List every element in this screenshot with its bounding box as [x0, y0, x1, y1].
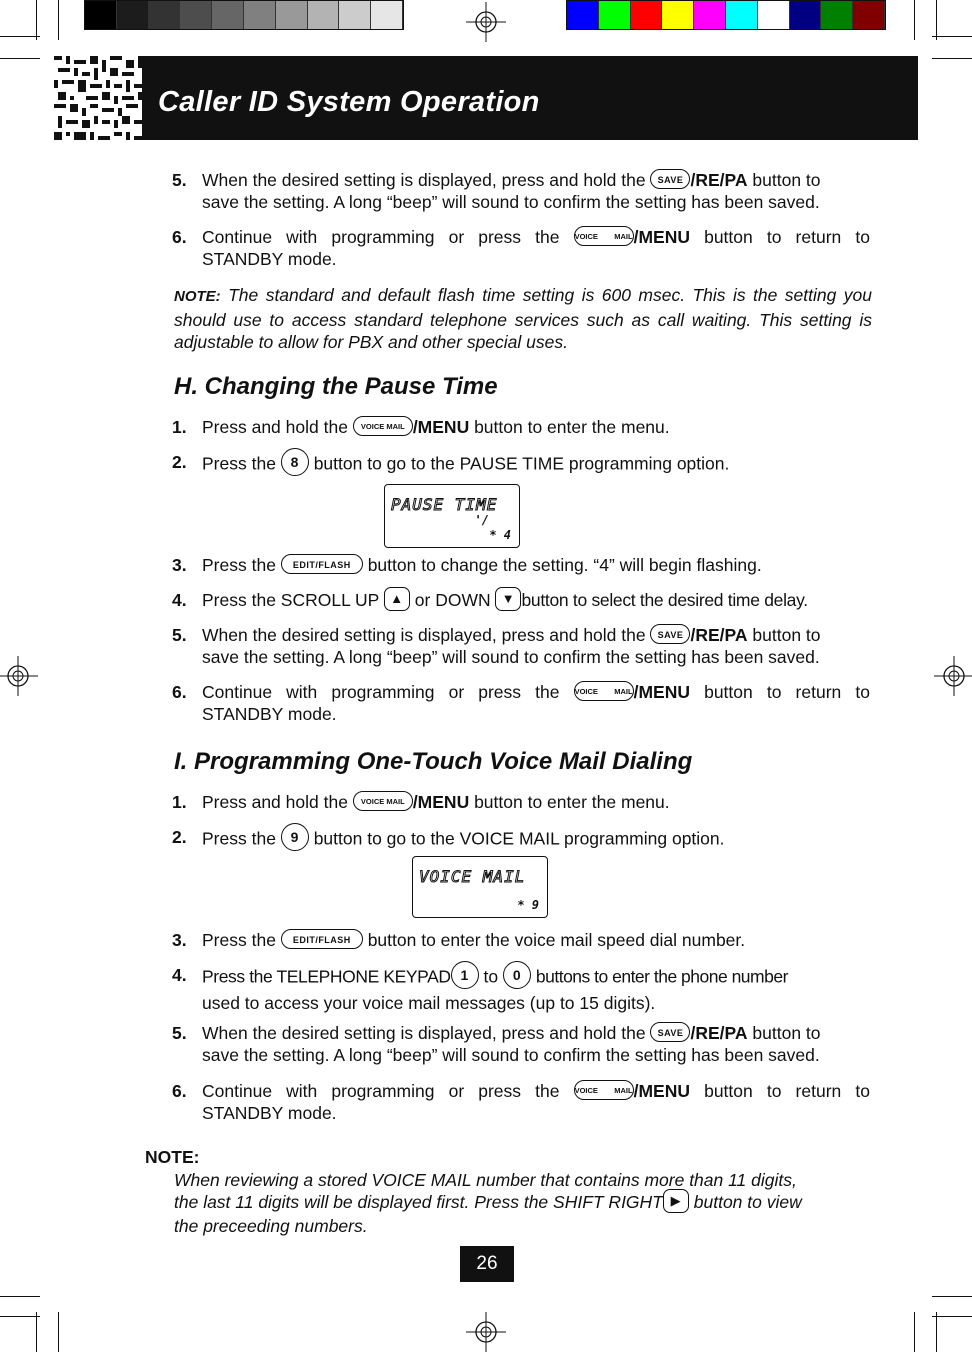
save-button-icon: SAVE [650, 1022, 690, 1042]
crop-mark [58, 0, 59, 40]
i-step-1: 1. Press and hold the VOICE MAIL /MENU button to enter the menu. [172, 792, 670, 812]
scroll-up-icon: ▲ [384, 587, 410, 611]
h-step-2: 2. Press the 8 button to go to the PAUSE TIME programming option. [172, 451, 870, 479]
key-1-icon: 1 [451, 961, 479, 989]
edit-flash-button-icon: EDIT/FLASH [281, 929, 363, 949]
crop-mark [0, 1296, 40, 1297]
crop-mark [36, 1312, 37, 1352]
page-number: 26 [460, 1246, 514, 1282]
i-step-2: 2. Press the 9 button to go to the VOICE MAIL programming option. [172, 826, 870, 854]
voice-mail-button-icon: VOICE MAIL [574, 226, 634, 246]
page-title: Caller ID System Operation [158, 86, 540, 118]
registration-mark-icon [466, 1312, 506, 1352]
crop-mark [914, 1312, 915, 1352]
h-step-4: 4. Press the SCROLL UP ▲ or DOWN ▼ button to select the desired time delay. [172, 589, 870, 613]
save-button-icon: SAVE [650, 624, 690, 644]
i-step-3: 3. Press the EDIT/FLASH button to enter the voice mail speed dial number. [172, 930, 746, 950]
scroll-down-icon: ▼ [495, 587, 521, 611]
top-step-6: 6. Continue with programming or press the VOICE MAIL/MENU button to return to STANDBY mode. [172, 227, 870, 270]
crop-mark [0, 1316, 40, 1317]
edit-flash-button-icon: EDIT/FLASH [281, 554, 363, 574]
registration-mark-icon [934, 656, 972, 696]
lcd-display-pause-time: PAUSE TIME '/ * 4 [384, 484, 520, 548]
crop-mark [932, 36, 972, 37]
crop-mark [914, 0, 915, 40]
h-step-3: 3. Press the EDIT/FLASH button to change the setting. “4” will begin flashing. [172, 555, 762, 575]
i-step-5: 5. When the desired setting is displayed, press and hold the SAVE /RE/PA button to save the setting. A long “beep” will sound to confirm the setting has been saved. [172, 1023, 821, 1066]
top-step-5: 5. When the desired setting is displayed, press and hold the SAVE /RE/PA button to save the setting. A long “beep” will sound to confirm the setting has been saved. [172, 170, 821, 213]
i-step-4: 4. Press the TELEPHONE KEYPAD 1 to 0 buttons to enter the phone number used to access your voice mail messages (up to 15 digits). [172, 964, 870, 1014]
note-voice-mail-review: NOTE: When reviewing a stored VOICE MAIL number that contains more than 11 digits, the last 11 digits will be displayed first. Press the SHIFT RIGHT ▶ button to view the preceeding numbers. [145, 1147, 802, 1237]
crop-mark [932, 58, 972, 59]
section-i-heading: I. Programming One-Touch Voice Mail Dialing [174, 748, 693, 775]
voice-mail-button-icon: VOICE MAIL [574, 1080, 634, 1100]
h-step-6: 6. Continue with programming or press the VOICE MAIL/MENU button to return to STANDBY mode. [172, 682, 870, 725]
h-step-1: 1. Press and hold the VOICE MAIL /MENU button to enter the menu. [172, 417, 670, 437]
crop-mark [932, 1316, 972, 1317]
shift-right-icon: ▶ [663, 1189, 689, 1213]
crop-mark [936, 0, 937, 40]
crop-mark [0, 36, 40, 37]
crop-mark [58, 1312, 59, 1352]
section-h-heading: H. Changing the Pause Time [174, 373, 498, 400]
voice-mail-button-icon: VOICE MAIL [574, 681, 634, 701]
save-button-icon: SAVE [650, 169, 690, 189]
h-step-5: 5. When the desired setting is displayed, press and hold the SAVE /RE/PA button to save the setting. A long “beep” will sound to confirm the setting has been saved. [172, 625, 821, 668]
lcd-display-voice-mail: VOICE MAIL * 9 [412, 856, 548, 918]
registration-mark-icon [466, 2, 506, 42]
voice-mail-button-icon: VOICE MAIL [353, 416, 413, 436]
i-step-6: 6. Continue with programming or press the VOICE MAIL/MENU button to return to STANDBY mode. [172, 1081, 870, 1124]
crop-mark [936, 1312, 937, 1352]
key-9-icon: 9 [281, 823, 309, 851]
voice-mail-button-icon: VOICE MAIL [353, 791, 413, 811]
registration-mark-icon [0, 656, 38, 696]
grayscale-calibration-bar [84, 0, 404, 30]
crop-mark [36, 0, 37, 40]
key-0-icon: 0 [503, 961, 531, 989]
pattern-graphic-icon [54, 56, 142, 140]
crop-mark [932, 1296, 972, 1297]
page-header [142, 56, 918, 140]
color-calibration-bar [566, 0, 886, 30]
key-8-icon: 8 [281, 448, 309, 476]
crop-mark [0, 58, 40, 59]
note-flash-time: NOTE: The standard and default flash time setting is 600 msec. This is the setting you should use to access standard telephone services such as call waiting. This setting is adjustable to allow for PBX and other special uses. [174, 285, 872, 352]
